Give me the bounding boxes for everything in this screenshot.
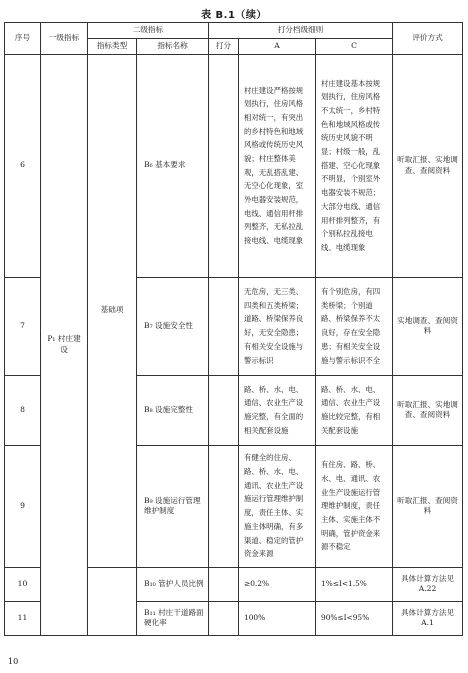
row-seq: 8 <box>5 375 41 445</box>
indicator-type-empty <box>88 567 137 635</box>
header-seq: 序号 <box>5 23 41 55</box>
header-grade-c: C <box>316 39 393 55</box>
row-seq: 10 <box>5 567 41 601</box>
indicator-name: B₇ 设施安全性 <box>137 277 209 375</box>
grade-a-text: 有健全的住房、路、桥、水、电、通讯、农业生产设施运行管理维护制度，责任主体、实施主体明确，有多渠道、稳定的管护资金来源 <box>239 445 316 567</box>
header-scoring: 打分档级细则 <box>209 23 393 39</box>
page-number: 10 <box>8 657 19 666</box>
evaluation-method: 实地调查、查阅资料 <box>393 277 463 375</box>
score-cell <box>209 567 239 601</box>
score-cell <box>209 601 239 635</box>
row-seq: 11 <box>5 601 41 635</box>
indicator-name: B₁₀ 管护人员比例 <box>137 567 209 601</box>
indicator-name: B₆ 基本要求 <box>137 54 209 277</box>
header-indicator-name: 指标名称 <box>137 39 209 55</box>
table-caption: 表 B.1（续） <box>201 10 267 21</box>
score-cell <box>209 445 239 567</box>
grade-c-text: 1%≤I<1.5% <box>316 567 393 601</box>
evaluation-method: 具体计算方法见 A.1 <box>393 601 463 635</box>
header-method: 评价方式 <box>393 23 463 55</box>
grade-a-text: 无危房，无三类、四类和五类桥梁；道路、桥梁保养良好，无安全隐患；有相关安全设施与警示标识 <box>239 277 316 375</box>
header-level1: 一级指标 <box>41 23 88 55</box>
row-seq: 6 <box>5 54 41 277</box>
header-level2: 二级指标 <box>88 23 209 39</box>
evaluation-method: 听取汇报、查阅资料 <box>393 445 463 567</box>
score-cell <box>209 277 239 375</box>
header-indicator-type: 指标类型 <box>88 39 137 55</box>
grade-c-text: 村庄建设基本按规划执行，住房风格不太统一，乡村特色和地域风格或传统历史风貌不明显；村级一般，乱搭建、空心化现象不明显，个别室外电器安装不规范；大部分电线、通信用杆排列整齐，有个别私拉乱接电线、电缆现象 <box>316 54 393 277</box>
grade-c-text: 90%≤I<95% <box>316 601 393 635</box>
indicator-name: B₈ 设施完整性 <box>137 375 209 445</box>
row-seq: 9 <box>5 445 41 567</box>
grade-a-text: 路、桥、水、电、通信、农业生产设施完整，有全面的相关配套设施 <box>239 375 316 445</box>
indicator-table <box>4 22 463 636</box>
grade-c-text: 有个别危房，有四类桥梁；个别道路、桥梁保养不太良好，存在安全隐患；有相关安全设施与警示标识不全 <box>316 277 393 375</box>
evaluation-method: 具体计算方法见 A.22 <box>393 567 463 601</box>
grade-a-text: 村庄建设严格按规划执行，住房风格相对统一，有突出的乡村特色和地域风格或传统历史风貌；村庄整体美观，无乱搭乱建、无空心化现象，室外电器安装规范，电线、通信用杆排列整齐，无私拉乱接电线、电缆现象 <box>239 54 316 277</box>
indicator-type: 基础项 <box>88 54 137 567</box>
indicator-name: B₉ 设施运行管理维护制度 <box>137 445 209 567</box>
grade-c-text: 有住房、路、桥、水、电、通讯、农业生产设施运行管理维护制度，责任主体、实施主体不明确，管护资金来源不稳定 <box>316 445 393 567</box>
grade-c-text: 路、桥、水、电、通信、农业生产设施比较完整，有相关配套设施 <box>316 375 393 445</box>
grade-a-text: 100% <box>239 601 316 635</box>
header-grade-a: A <box>239 39 316 55</box>
level1-indicator: P₁ 村庄建设 <box>41 54 88 635</box>
row-seq: 7 <box>5 277 41 375</box>
header-row-1 <box>5 23 463 39</box>
grade-a-text: ≥0.2% <box>239 567 316 601</box>
indicator-name: B₁₁ 村庄干道路面硬化率 <box>137 601 209 635</box>
table-row <box>5 54 463 277</box>
score-cell <box>209 54 239 277</box>
score-cell <box>209 375 239 445</box>
header-score: 打分 <box>209 39 239 55</box>
evaluation-method: 听取汇报、实地调查、查阅资料 <box>393 375 463 445</box>
evaluation-method: 听取汇报、实地调查、查阅资料 <box>393 54 463 277</box>
